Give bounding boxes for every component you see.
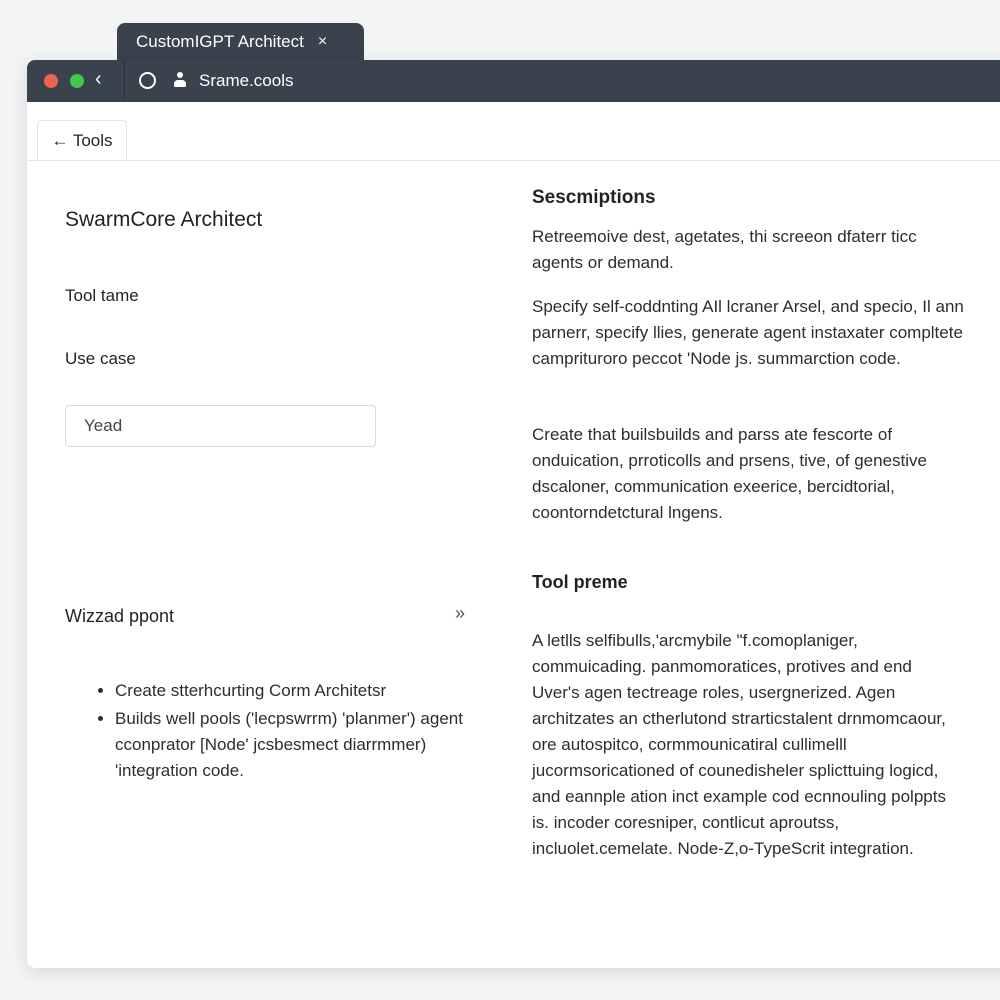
- descriptions-title: Sescmiptions: [532, 187, 656, 208]
- wizard-list: [87, 678, 475, 786]
- use-case-input[interactable]: Yead: [65, 405, 376, 447]
- tools-back-tab[interactable]: ← Tools: [37, 120, 127, 160]
- tool-prompt-text: A letlls selfibulls,'arcmybile "f.comoplaniger, commuicading. panmomoratices, protives and end Uver's agen tectreage roles, usergnerized. Agen architzates an ctherlutond strarticstalent drnmomcaour, ore autospitco, cormmounicatiral cullimelll jucormsoricationed of counedisheler splicttuing logicd, and eannple ation inct example cod ecnnouling polppts is. incoder coresniper, contlicut aproutss, incluolet.cemelate. Node-Z,o-TypeScrit integration.: [532, 631, 946, 858]
- list-item: • Builds well pools ('lecpswrrm) 'planmer') agent cconprator [Node' jcsbesmect diarrmmer) 'integration code.: [115, 706, 475, 784]
- browser-tab[interactable]: [117, 23, 364, 61]
- titlebar: [27, 60, 1000, 102]
- back-icon[interactable]: ‹: [95, 68, 102, 90]
- description-paragraph: Retreemoive dest, agetates, thi screeon dfaterr ticc agents or demand.: [532, 227, 917, 272]
- page-title: SwarmCore Architect: [65, 208, 263, 231]
- user-icon[interactable]: [174, 72, 186, 88]
- address-bar[interactable]: Srame.cools: [199, 71, 294, 90]
- description-paragraph: Specify self-coddnting AIl lcraner Arsel, and specio, Il ann parnerr, specify llies, generate agent instaxater compltete campriturorο peccot 'Node js. summarction code.: [532, 297, 964, 368]
- description-paragraph: Create that builsbuilds and parss ate fescorte of onduication, prroticolls and prsens, tive, of genestive dscaloner, communication exeerice, bercidtorial, coontorndetctural lngens.: [532, 425, 928, 522]
- chevron-right-icon[interactable]: »: [455, 603, 466, 623]
- tab-title: CustomIGPT Architect: [136, 32, 304, 51]
- list-item: • Create stterhcurting Corm Architetsr: [115, 678, 475, 704]
- tool-name-label: Tool tame: [65, 286, 139, 305]
- browser-window: [27, 60, 1000, 968]
- use-case-label: Use case: [65, 349, 136, 368]
- wizard-title: Wizzad ppont: [65, 606, 175, 626]
- close-icon[interactable]: ×: [317, 33, 328, 50]
- tool-prompt-title: Tool preme: [532, 572, 628, 592]
- maximize-window-button[interactable]: [70, 74, 84, 88]
- divider: [124, 60, 125, 102]
- tools-nav: [27, 102, 1000, 161]
- close-window-button[interactable]: [44, 74, 58, 88]
- history-icon[interactable]: [139, 72, 156, 89]
